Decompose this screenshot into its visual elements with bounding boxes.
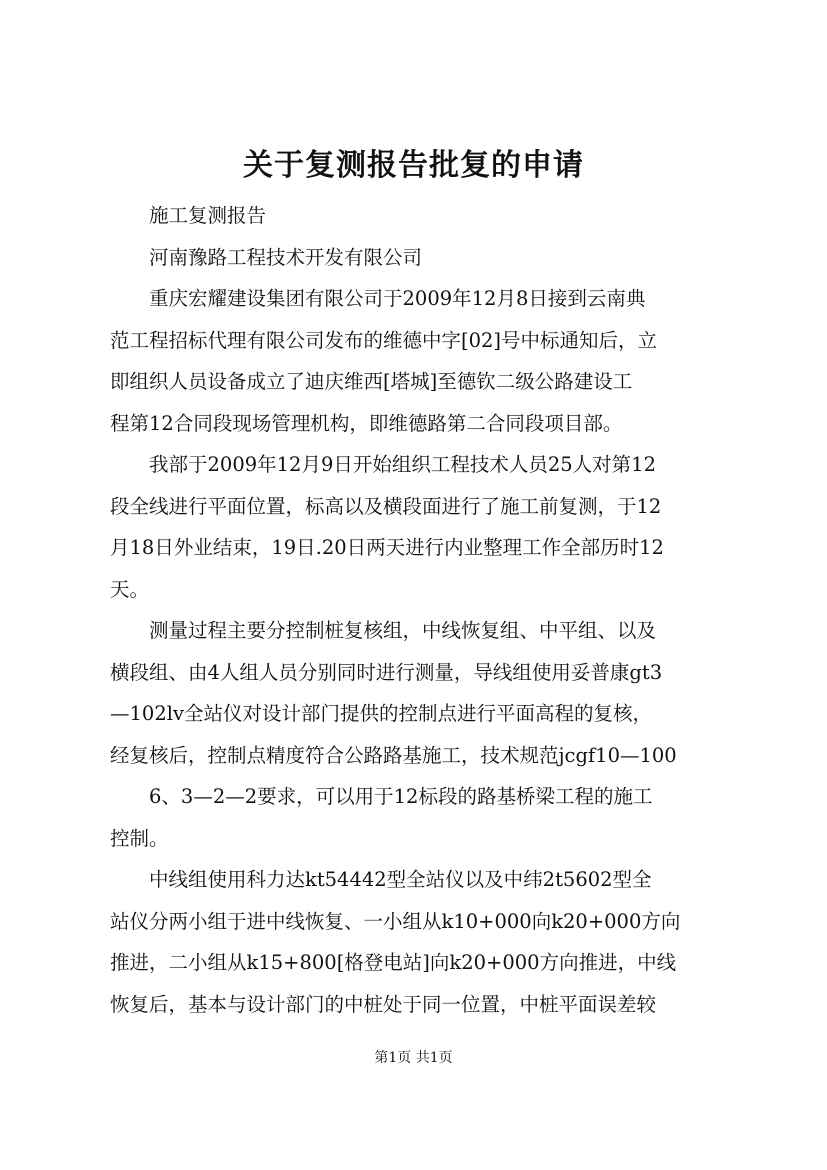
body-line: 月18日外业结束，19日.20日两天进行内业整理工作全部历时12 bbox=[110, 536, 664, 559]
body-line: 施工复测报告 bbox=[149, 204, 267, 227]
body-line: 测量过程主要分控制桩复核组，中线恢复组、中平组、以及 bbox=[149, 619, 657, 642]
body-line: 程第12合同段现场管理机构，即维德路第二合同段项目部。 bbox=[110, 411, 623, 435]
body-line: 河南豫路工程技术开发有限公司 bbox=[149, 245, 423, 269]
body-line: 我部于2009年12月9日开始组织工程技术人员25人对第12 bbox=[149, 453, 656, 476]
body-line: 经复核后，控制点精度符合公路路基施工，技术规范jcgf10—100 bbox=[110, 743, 677, 767]
document-title: 关于复测报告批复的申请 bbox=[243, 148, 584, 183]
body-line: 中线组使用科力达kt54442型全站仪以及中纬2t5602型全 bbox=[149, 868, 652, 891]
body-line: 段全线进行平面位置，标高以及横段面进行了施工前复测，于12 bbox=[110, 494, 662, 518]
body-line: 重庆宏耀建设集团有限公司于2009年12月8日接到云南典 bbox=[149, 287, 646, 310]
body-line: 控制。 bbox=[110, 826, 169, 850]
body-line: 站仪分两小组于进中线恢复、一小组从k10+000向k20+000方向 bbox=[110, 909, 681, 933]
document-body bbox=[110, 195, 730, 1025]
body-line: 恢复后，基本与设计部门的中桩处于同一位置，中桩平面误差较 bbox=[110, 992, 657, 1016]
body-line: 6、3—2—2要求，可以用于12标段的路基桥梁工程的施工 bbox=[149, 785, 653, 808]
body-line: 天。 bbox=[110, 577, 150, 601]
page-footer: 第1页 共1页 bbox=[374, 1050, 453, 1066]
body-line: 范工程招标代理有限公司发布的维德中字[02]号中标通知后，立 bbox=[110, 328, 658, 352]
body-line: 横段组、由4人组人员分别同时进行测量，导线组使用妥普康gt3 bbox=[110, 660, 663, 684]
body-line: 推进，二小组从k15+800[格登电站]向k20+000方向推进，中线 bbox=[110, 951, 677, 974]
body-line: 即组织人员设备成立了迪庆维西[塔城]至德钦二级公路建设工 bbox=[110, 370, 633, 393]
body-line: —102lv全站仪对设计部门提供的控制点进行平面高程的复核， bbox=[110, 702, 652, 725]
